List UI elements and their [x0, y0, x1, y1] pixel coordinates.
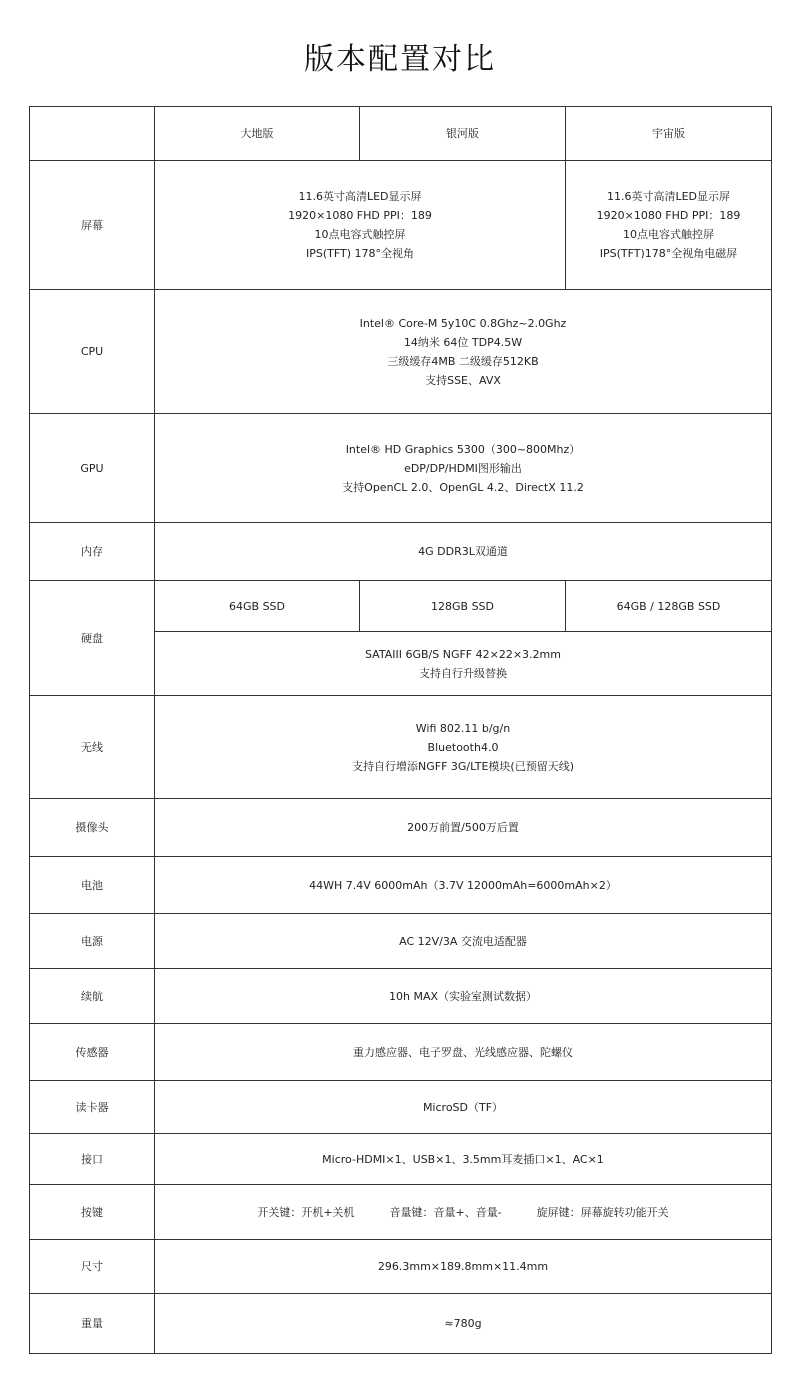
row-label-memory: 内存: [30, 523, 155, 581]
spec-line: IPS(TFT) 178°全视角: [305, 247, 414, 260]
spec-line: IPS(TFT)178°全视角电磁屏: [599, 247, 738, 260]
row-screen: [30, 161, 772, 290]
header-corner-cell: [30, 107, 155, 161]
row-label-gpu: GPU: [30, 414, 155, 523]
row-label-power: 电源: [30, 914, 155, 969]
row-label-screen: 屏幕: [30, 161, 155, 290]
spec-line: 支持自行增添NGFF 3G/LTE模块(已预留天线): [352, 759, 574, 773]
row-power: [30, 914, 772, 969]
battery-spec: 44WH 7.4V 6000mAh（3.7V 12000mAh=6000mAh×2）: [155, 857, 772, 914]
row-label-wireless: 无线: [30, 696, 155, 799]
spec-line: 10点电容式触控屏: [623, 228, 714, 241]
row-label-endurance: 续航: [30, 969, 155, 1024]
spec-line: Wifi 802.11 b/g/n: [415, 721, 511, 735]
spec-line: Bluetooth4.0: [427, 740, 499, 754]
camera-spec: 200万前置/500万后置: [155, 799, 772, 857]
row-wireless: [30, 696, 772, 799]
gpu-spec: [155, 414, 772, 523]
row-sensor: [30, 1024, 772, 1081]
row-label-ports: 接口: [30, 1134, 155, 1185]
page-title: 版本配置对比: [304, 42, 496, 77]
spec-line: 支持SSE、AVX: [425, 373, 501, 387]
row-label-disk: 硬盘: [30, 581, 155, 696]
header-col-yinhe: 银河版: [360, 107, 566, 161]
keys-spec: 开关键：开机+关机 音量键：音量+、音量- 旋屏键：屏幕旋转功能开关: [155, 1185, 772, 1240]
row-label-sensor: 传感器: [30, 1024, 155, 1081]
spec-line: Intel® Core-M 5y10C 0.8Ghz~2.0Ghz: [359, 316, 567, 330]
row-camera: [30, 799, 772, 857]
spec-line: 三级缓存4MB 二级缓存512KB: [387, 354, 539, 368]
spec-line: 14纳米 64位 TDP4.5W: [403, 335, 523, 349]
disk-dadi: 64GB SSD: [155, 581, 360, 632]
row-label-size: 尺寸: [30, 1240, 155, 1294]
row-cardreader: [30, 1081, 772, 1134]
spec-line: 11.6英寸高清LED显示屏: [606, 190, 731, 203]
row-cpu: [30, 290, 772, 414]
cardreader-spec: MicroSD（TF）: [155, 1081, 772, 1134]
header-col-dadi: 大地版: [155, 107, 360, 161]
disk-yuzhou: 64GB / 128GB SSD: [566, 581, 772, 632]
row-ports: [30, 1134, 772, 1185]
header-row: [30, 107, 772, 161]
row-gpu: [30, 414, 772, 523]
ports-spec: Micro-HDMI×1、USB×1、3.5mm耳麦插口×1、AC×1: [155, 1134, 772, 1185]
row-label-camera: 摄像头: [30, 799, 155, 857]
endurance-spec: 10h MAX（实验室测试数据）: [155, 969, 772, 1024]
spec-line: 10点电容式触控屏: [314, 228, 406, 241]
screen-spec-main: [155, 161, 566, 290]
spec-comparison-table: [29, 106, 772, 1354]
spec-line: 支持自行升级替换: [419, 666, 507, 680]
row-label-weight: 重量: [30, 1294, 155, 1354]
weight-spec: ≈780g: [155, 1294, 772, 1354]
disk-interface-spec: [155, 632, 772, 696]
row-label-keys: 按键: [30, 1185, 155, 1240]
row-label-battery: 电池: [30, 857, 155, 914]
row-label-cardreader: 读卡器: [30, 1081, 155, 1134]
row-keys: [30, 1185, 772, 1240]
sensor-spec: 重力感应器、电子罗盘、光线感应器、陀螺仪: [155, 1024, 772, 1081]
spec-line: 11.6英寸高清LED显示屏: [298, 190, 422, 203]
spec-line: eDP/DP/HDMI图形输出: [404, 461, 522, 475]
spec-line: Intel® HD Graphics 5300（300~800Mhz）: [345, 442, 581, 456]
power-spec: AC 12V/3A 交流电适配器: [155, 914, 772, 969]
row-weight: [30, 1294, 772, 1354]
row-size: [30, 1240, 772, 1294]
spec-line: SATAIII 6GB/S NGFF 42×22×3.2mm: [365, 647, 561, 661]
row-endurance: [30, 969, 772, 1024]
wireless-spec: [155, 696, 772, 799]
memory-spec: 4G DDR3L双通道: [155, 523, 772, 581]
row-battery: [30, 857, 772, 914]
row-label-cpu: CPU: [30, 290, 155, 414]
spec-line: 支持OpenCL 2.0、OpenGL 4.2、DirectX 11.2: [342, 480, 584, 494]
cpu-spec: [155, 290, 772, 414]
spec-line: 1920×1080 FHD PPI：189: [288, 209, 432, 222]
row-memory: [30, 523, 772, 581]
header-col-yuzhou: 宇宙版: [566, 107, 772, 161]
disk-yinhe: 128GB SSD: [360, 581, 566, 632]
screen-spec-yuzhou: [566, 161, 772, 290]
row-disk-sizes: [30, 581, 772, 632]
spec-line: 1920×1080 FHD PPI：189: [596, 209, 741, 222]
size-spec: 296.3mm×189.8mm×11.4mm: [155, 1240, 772, 1294]
